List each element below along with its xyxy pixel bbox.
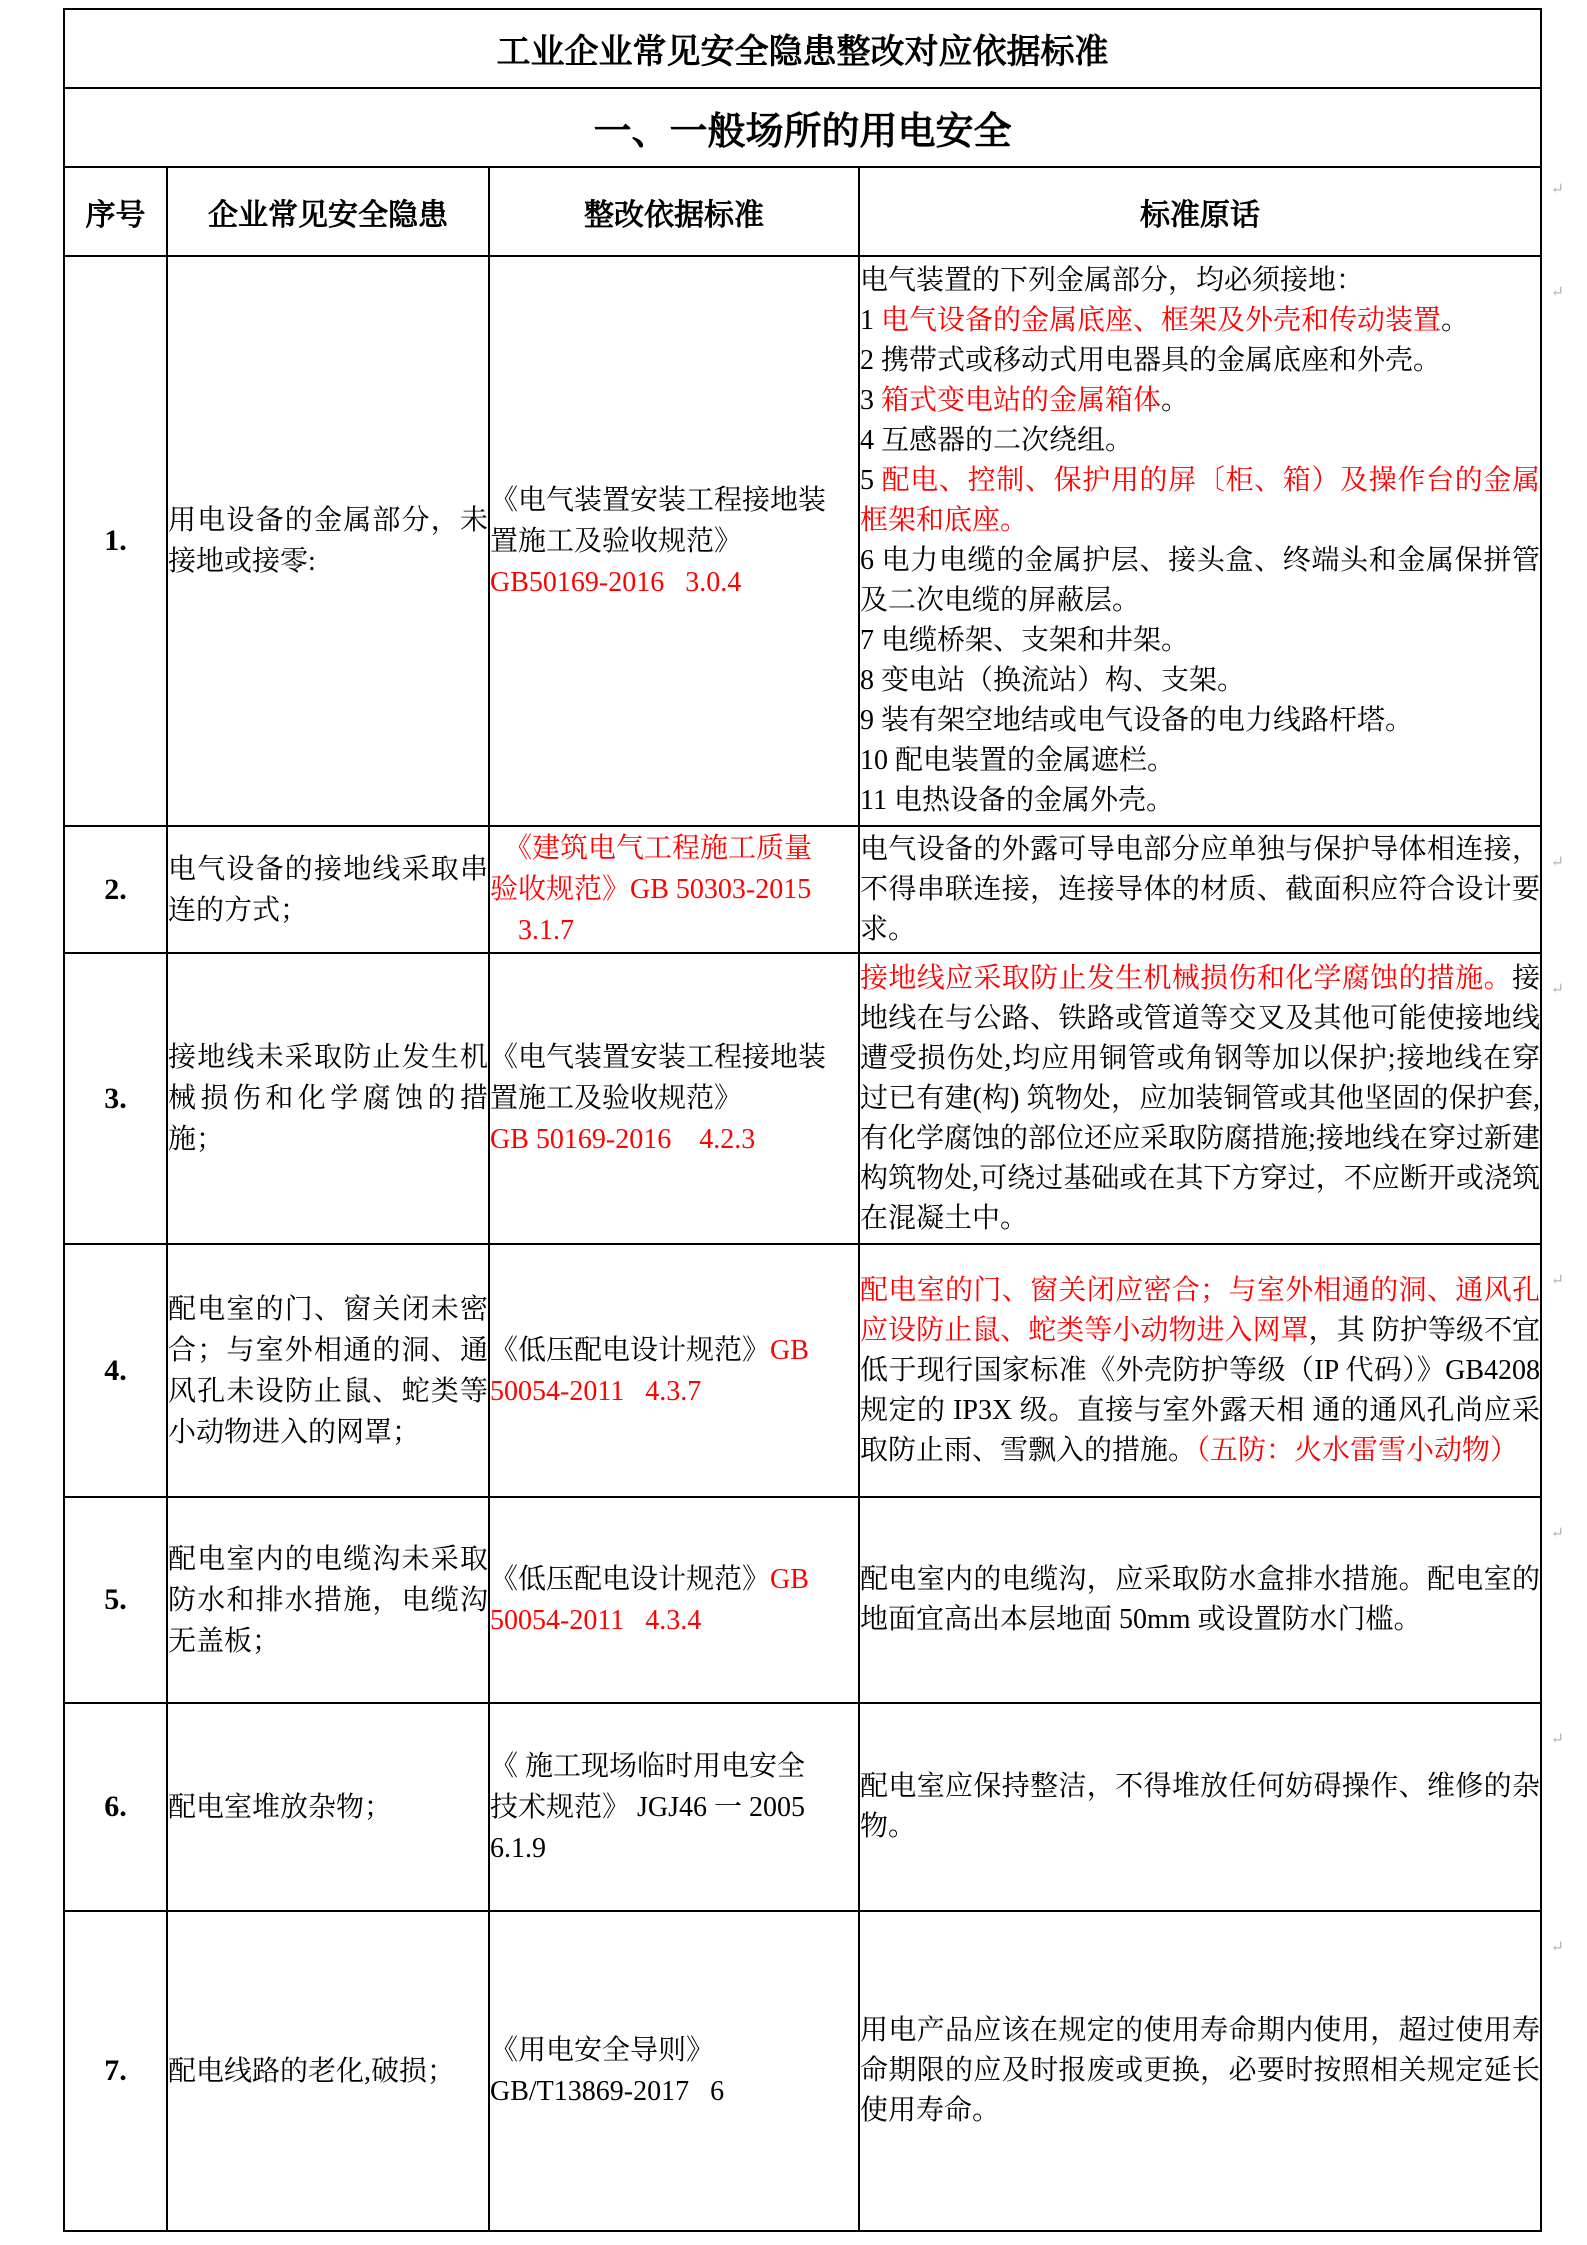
basis-line [490,2030,858,2071]
basis-line [490,828,858,869]
basis-line [490,562,858,603]
standard-paragraph [860,621,1540,661]
body-text: 5 [860,465,882,496]
hazard-text [167,826,489,953]
standard-paragraph [860,541,1540,621]
emphasis-red-text: 验收规范》GB 50303-2015 [490,874,812,905]
body-text: 配电室应保持整洁，不得堆放任何妨碍操作、维修的杂物。 [860,1771,1540,1842]
paragraph-mark-icon: ↵ [1550,181,1564,198]
hazard-text [167,1911,489,2231]
section-title: 一、一般场所的用电安全 [64,88,1541,167]
emphasis-red-text: 《建筑电气工程施工质量 [490,833,813,864]
body-text: 7 电缆桥架、支架和井架。 [860,625,1190,656]
paragraph-mark-icon: ↵ [1550,854,1564,871]
standard-text [859,826,1564,953]
body-text: 10 配电装置的金属遮栏。 [860,745,1176,776]
table-row [64,1911,1541,2231]
body-text: 电气设备的外露可导电部分应单独与保护导体相连接，不得串联连接，连接导体的材质、截面积应符合设计要求。 [860,833,1540,945]
standard-paragraph [860,461,1540,541]
basis-line [490,910,858,951]
body-text: 8 变电站（换流站）构、支架。 [860,665,1246,696]
basis-line [490,1787,858,1828]
table-row [64,1497,1541,1703]
table-row [64,256,1541,826]
basis-line [490,521,858,562]
title-row [64,9,1541,88]
hazard-text [167,1244,489,1497]
body-text: 1 [860,305,881,336]
standard-paragraph [860,661,1540,701]
standard-paragraph [860,381,1540,421]
standard-paragraph [860,1767,1540,1847]
body-text: 用电设备的金属部分，未接地或接零: [168,505,488,577]
basis-line [490,1600,858,1641]
section-row [64,88,1541,167]
row-number: 1. [64,256,167,826]
table-row [64,826,1541,953]
body-text: 配电室的门、窗关闭未密合；与室外相通的洞、通风孔未设防止鼠、蛇类等小动物进入的网罩； [168,1293,488,1448]
emphasis-red-text: 箱式变电站的金属箱体 [881,385,1162,416]
basis-line [490,1371,858,1412]
body-text: 《低压配电设计规范》 [490,1564,771,1595]
paragraph-mark-icon: ↵ [1550,1939,1564,1956]
row-number: 4. [64,1244,167,1497]
standard-paragraph [860,1560,1540,1640]
body-text: 用电产品应该在规定的使用寿命期内使用，超过使用寿命期限的应及时报废或更换，必要时按照相关规定延长使用寿命。 [860,2015,1540,2126]
body-text: 电气设备的接地线采取串连的方式； [168,853,488,926]
body-text: 配电线路的老化,破损； [168,2055,456,2087]
paragraph-mark-icon: ↵ [1550,981,1564,998]
row-number: 2. [64,826,167,953]
emphasis-red-text: 50054-2011 4.3.7 [490,1375,702,1407]
body-text: 9 装有架空地结或电气设备的电力线路杆塔。 [860,705,1414,736]
paragraph-mark-icon: ↵ [1550,1525,1564,1542]
basis-text [489,1911,859,2231]
emphasis-red-text: GB 50169-2016 4.2.3 [490,1124,756,1155]
basis-text [489,826,859,953]
standard-paragraph [860,741,1540,781]
table-row [64,953,1541,1244]
row-number: 5. [64,1497,167,1703]
basis-text [489,1703,859,1911]
body-text: 技术规范》 JGJ46 一 2005 [490,1791,806,1823]
standard-paragraph [860,781,1540,821]
standard-text [859,256,1564,826]
emphasis-red-text: 接地线应采取防止发生机械损伤和化学腐蚀的措施。 [860,962,1512,994]
body-text: 《低压配电设计规范》 [490,1334,771,1366]
hazard-text [167,1497,489,1703]
body-text: 2 携带式或移动式用电器具的金属底座和外壳。 [860,345,1442,376]
body-text: 配电室内的电缆沟未采取防水和排水措施，电缆沟无盖板； [168,1543,488,1657]
standard-text [859,1911,1564,2231]
emphasis-red-text: 3.1.7 [490,915,575,946]
hazard-text [167,953,489,1244]
standard-text [859,1497,1564,1703]
body-text: 电气装置的下列金属部分，均必须接地： [860,265,1365,296]
basis-line [490,1037,858,1078]
body-text: 《电气装置安装工程接地装 [490,484,827,516]
standard-paragraph [860,261,1540,301]
emphasis-red-text: （五防：火水雷雪小动物） [1196,1434,1519,1466]
standard-paragraph [860,830,1540,950]
emphasis-red-text: 配电、控制、保护用的屏〔柜、箱）及操作台的金属框架和底座。 [860,465,1540,536]
table-row [64,1703,1541,1911]
basis-line [490,1746,858,1787]
col-header-standard-label: 标准原话 [1140,198,1260,232]
table-row [64,1244,1541,1497]
basis-line [490,1330,858,1371]
body-text: 置施工及验收规范》 [490,1083,743,1114]
standard-text [859,1703,1564,1911]
body-text: 3 [860,385,881,416]
body-text: 。 [1441,305,1470,336]
standard-paragraph [860,341,1540,381]
body-text: 配电室堆放杂物； [168,1791,393,1823]
body-text: 《用电安全导则》 [490,2035,715,2066]
body-text: 置施工及验收规范》 [490,525,743,557]
emphasis-red-text: 50054-2011 4.3.4 [490,1605,702,1636]
basis-text [489,953,859,1244]
row-number: 6. [64,1703,167,1911]
body-text: GB/T13869-2017 6 [490,2076,725,2107]
standard-paragraph [860,701,1540,741]
col-header-no: 序号 [64,167,167,256]
basis-line [490,480,858,521]
body-text: 。 [1161,385,1190,416]
page-title: 工业企业常见安全隐患整改对应依据标准 [64,9,1541,88]
standard-paragraph [860,959,1540,1239]
row-number: 3. [64,953,167,1244]
emphasis-red-text: GB50169-2016 3.0.4 [490,566,742,598]
standard-paragraph [860,2011,1540,2131]
row-number: 7. [64,1911,167,2231]
basis-line [490,1559,858,1600]
paragraph-mark-icon: ↵ [1550,1731,1564,1748]
basis-line [490,869,858,910]
body-text: 接地线在与公路、铁路或管道等交叉及其他可能使接地线遭受损伤处,均应用铜管或角钢等加以保护;接地线在穿过已有建(构) 筑物处，应加装铜管或其他坚固的保护套,有化学腐蚀的部位还应采取防腐措施;接地线在穿过新建构筑物处,可绕过基础或在其下方穿过，不应断开或浇筑在混凝土中。 [860,962,1540,1234]
table-header-row [64,167,1541,256]
body-text: 6 电力电缆的金属护层、接头盒、终端头和金属保拼管及二次电缆的屏蔽层。 [860,545,1540,616]
col-header-hazard: 企业常见安全隐患 [167,167,489,256]
basis-line [490,1078,858,1119]
body-text: 4 互感器的二次绕组。 [860,425,1134,456]
safety-standards-table [63,8,1564,2232]
body-text: ，其 防护等级不宜低于现行国家标准《外壳防护等级（IP 代码）》GB4208 规定的 IP3X 级。直接与室外露天相 通的通风孔尚应采取防止雨、雪飘入的措施。 [860,1314,1540,1466]
emphasis-red-text: GB [770,1334,809,1366]
col-header-basis: 整改依据标准 [489,167,859,256]
body-text: 《 施工现场临时用电安全 [490,1750,806,1782]
standard-paragraph [860,301,1540,341]
basis-line [490,1119,858,1160]
body-text: 配电室内的电缆沟，应采取防水盒排水措施。配电室的地面宜高出本层地面 50mm 或设置防水门槛。 [860,1564,1540,1635]
basis-line [490,1828,858,1869]
paragraph-mark-icon: ↵ [1550,1272,1564,1289]
basis-text [489,256,859,826]
standard-paragraph [860,421,1540,461]
paragraph-mark-icon: ↵ [1550,284,1564,301]
basis-text [489,1244,859,1497]
hazard-text [167,1703,489,1911]
hazard-text [167,256,489,826]
col-header-standard [859,167,1564,256]
standard-paragraph [860,1271,1540,1471]
standard-text [859,1244,1564,1497]
emphasis-red-text: GB [770,1564,809,1595]
emphasis-red-text: 配电室的门、窗关闭应密合；与室外相通的洞、通风孔应设防止鼠、蛇类等小动物进入网罩 [860,1274,1540,1346]
basis-text [489,1497,859,1703]
basis-line [490,2071,858,2112]
body-text: 11 电热设备的金属外壳。 [860,785,1174,816]
standard-text [859,953,1564,1244]
body-text: 接地线未采取防止发生机械损伤和化学腐蚀的措施； [168,1042,488,1155]
body-text: 6.1.9 [490,1832,546,1864]
body-text: 《电气装置安装工程接地装 [490,1042,827,1073]
emphasis-red-text: 电气设备的金属底座、框架及外壳和传动装置 [881,305,1442,336]
